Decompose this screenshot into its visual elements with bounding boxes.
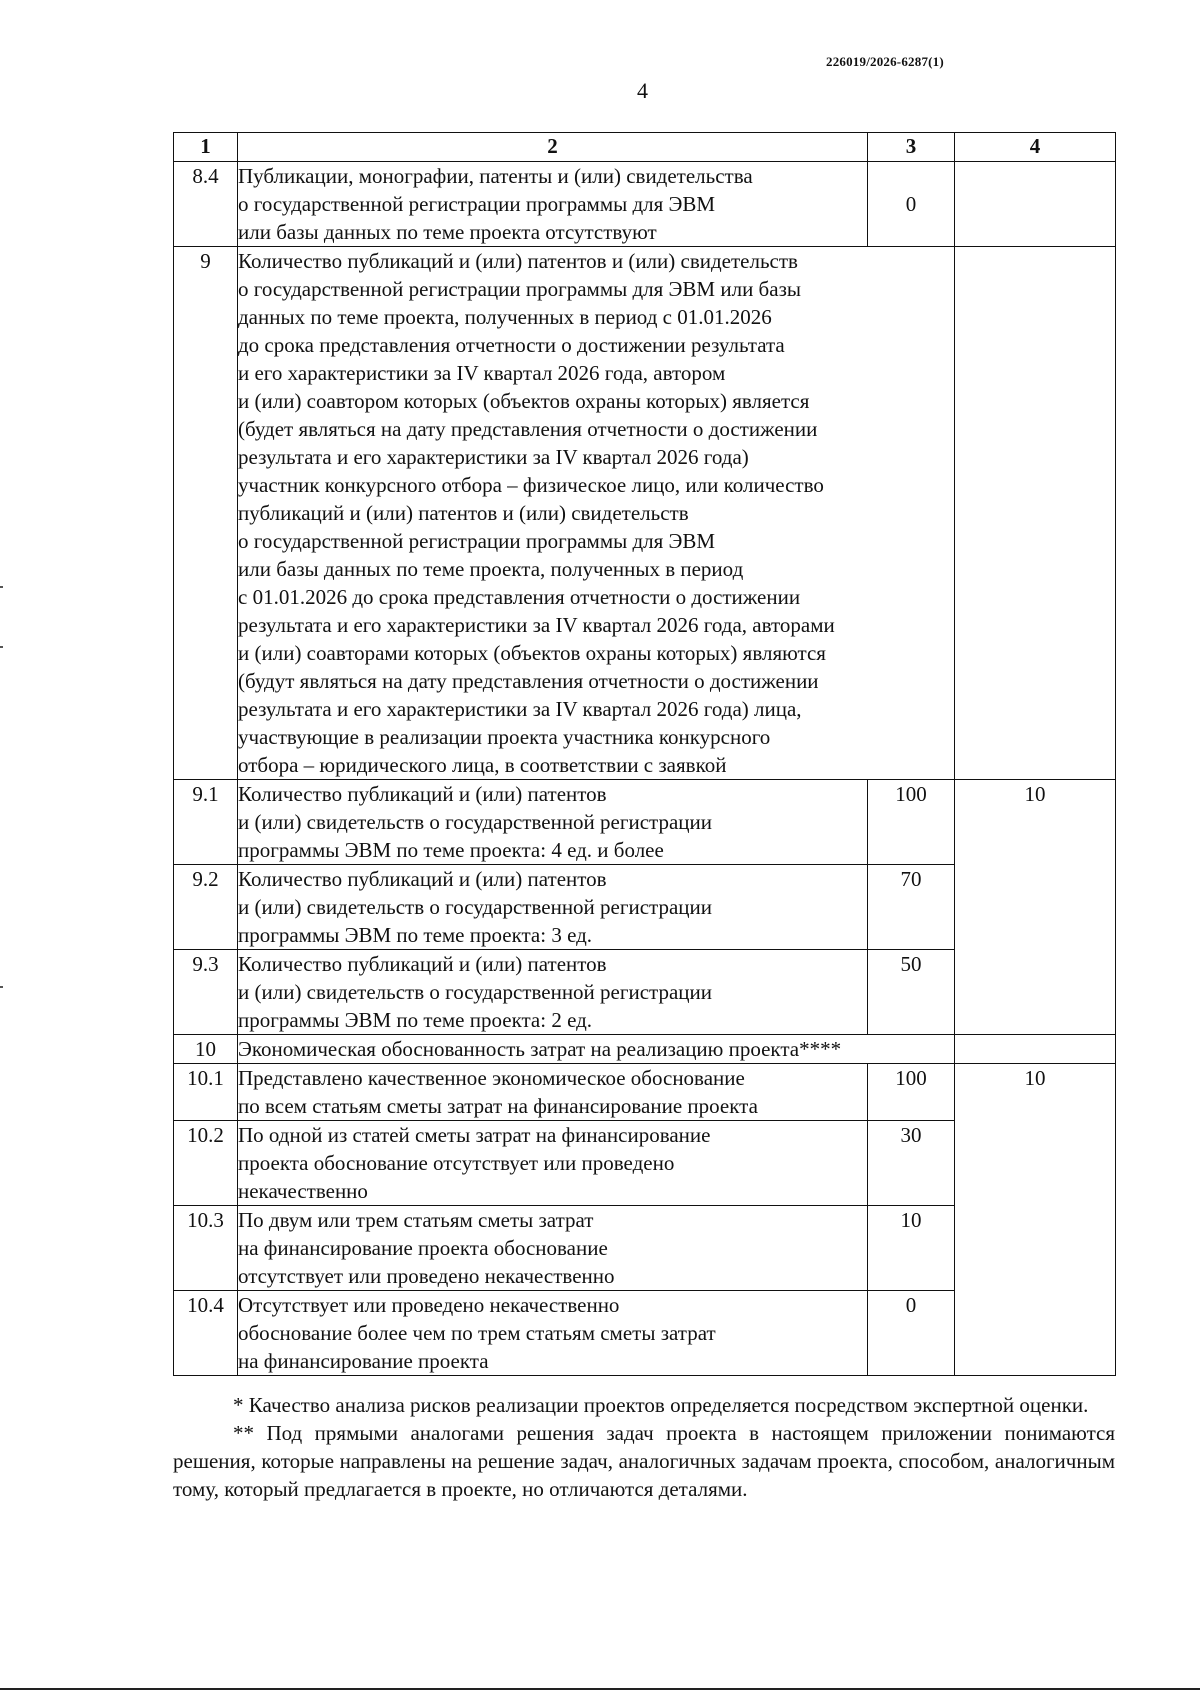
document-registration-number: 226019/2026-6287(1) [826, 54, 944, 69]
row-score: 0 [868, 162, 955, 247]
description-line: проекта обоснование отсутствует или проведено [238, 1151, 675, 1175]
scan-edge-mark [0, 986, 3, 988]
row-max-score [955, 162, 1116, 247]
row-number: 10.1 [174, 1064, 238, 1121]
description-line: и (или) свидетельств о государственной регистрации [238, 980, 713, 1004]
description-line: По двум или трем статьям сметы затрат [238, 1208, 594, 1232]
column-header: 1 [174, 133, 238, 162]
description-line: данных по теме проекта, полученных в период с 01.01.2026 [238, 305, 772, 329]
row-description [238, 247, 955, 780]
row-number: 9.2 [174, 865, 238, 950]
row-description [238, 1035, 955, 1064]
description-line: (будет являться на дату представления отчетности о достижении [238, 417, 818, 441]
row-description [238, 1206, 868, 1291]
description-line: участвующие в реализации проекта участника конкурсного [238, 725, 771, 749]
description-line: на финансирование проекта обоснование [238, 1236, 608, 1260]
description-line: и (или) соавтором которых (объектов охраны которых) является [238, 389, 810, 413]
description-line: Количество публикаций и (или) патентов и (или) свидетельств [238, 249, 798, 273]
row-score: 50 [868, 950, 955, 1035]
row-score: 30 [868, 1121, 955, 1206]
row-description [238, 162, 868, 247]
description-line: Публикации, монографии, патенты и (или) свидетельства [238, 164, 753, 188]
row-number: 9.1 [174, 780, 238, 865]
row-score: 100 [868, 780, 955, 865]
description-line: программы ЭВМ по теме проекта: 2 ед. [238, 1008, 593, 1032]
description-line: Отсутствует или проведено некачественно [238, 1293, 620, 1317]
row-max-score: 10 [955, 780, 1116, 1035]
row-description [238, 780, 868, 865]
description-line: о государственной регистрации программы для ЭВМ [238, 529, 716, 553]
description-line: некачественно [238, 1179, 368, 1203]
row-number: 9.3 [174, 950, 238, 1035]
description-line: Количество публикаций и (или) патентов [238, 782, 607, 806]
row-number: 10 [174, 1035, 238, 1064]
table-row [174, 247, 1116, 780]
table-row [174, 1035, 1116, 1064]
description-line: по всем статьям сметы затрат на финансирование проекта [238, 1094, 758, 1118]
description-line: результата и его характеристики за IV квартал 2026 года) [238, 445, 749, 469]
row-score: 70 [868, 865, 955, 950]
description-line: или базы данных по теме проекта отсутствуют [238, 220, 657, 244]
description-line: Экономическая обоснованность затрат на реализацию проекта**** [238, 1037, 842, 1061]
description-line: и (или) соавторами которых (объектов охраны которых) являются [238, 641, 826, 665]
scan-bottom-edge [0, 1688, 1200, 1690]
row-number: 10.4 [174, 1291, 238, 1376]
scan-edge-mark [0, 586, 3, 588]
scan-edge-mark [0, 646, 3, 648]
row-number: 10.3 [174, 1206, 238, 1291]
footnote-risk-analysis: * Качество анализа рисков реализации проектов определяется посредством экспертной оценки. [233, 1393, 1089, 1417]
description-line: или базы данных по теме проекта, полученных в период [238, 557, 744, 581]
column-header: 4 [955, 133, 1116, 162]
description-line: Представлено качественное экономическое обоснование [238, 1066, 745, 1090]
row-max-score [955, 247, 1116, 780]
description-line: программы ЭВМ по теме проекта: 3 ед. [238, 923, 593, 947]
description-line: на финансирование проекта [238, 1349, 489, 1373]
description-line: о государственной регистрации программы для ЭВМ [238, 192, 716, 216]
row-max-score: 10 [955, 1064, 1116, 1376]
description-line: и (или) свидетельств о государственной регистрации [238, 895, 713, 919]
table-row [174, 780, 1116, 865]
description-line: По одной из статей сметы затрат на финансирование [238, 1123, 711, 1147]
row-score: 10 [868, 1206, 955, 1291]
description-line: Количество публикаций и (или) патентов [238, 952, 607, 976]
description-line: результата и его характеристики за IV квартал 2026 года, авторами [238, 613, 835, 637]
description-line: Количество публикаций и (или) патентов [238, 867, 607, 891]
description-line: (будут являться на дату представления отчетности о достижении [238, 669, 819, 693]
row-description [238, 950, 868, 1035]
row-description [238, 865, 868, 950]
row-number: 9 [174, 247, 238, 780]
row-number: 8.4 [174, 162, 238, 247]
description-line: и (или) свидетельств о государственной регистрации [238, 810, 713, 834]
page-number: 4 [637, 78, 648, 103]
description-line: участник конкурсного отбора – физическое лицо, или количество [238, 473, 824, 497]
description-line: результата и его характеристики за IV квартал 2026 года) лица, [238, 697, 802, 721]
description-line: публикаций и (или) патентов и (или) свидетельств [238, 501, 689, 525]
description-line: отсутствует или проведено некачественно [238, 1264, 615, 1288]
row-max-score [955, 1035, 1116, 1064]
description-line: о государственной регистрации программы для ЭВМ или базы [238, 277, 801, 301]
description-line: программы ЭВМ по теме проекта: 4 ед. и более [238, 838, 664, 862]
description-line: отбора – юридического лица, в соответствии с заявкой [238, 753, 727, 777]
row-score: 100 [868, 1064, 955, 1121]
table-row [174, 162, 1116, 247]
column-header: 3 [868, 133, 955, 162]
row-description [238, 1064, 868, 1121]
column-header: 2 [238, 133, 868, 162]
criteria-table [173, 132, 1116, 1376]
footnotes [173, 1391, 1115, 1503]
description-line: и его характеристики за IV квартал 2026 года, автором [238, 361, 726, 385]
footnote-direct-analogues: ** Под прямыми аналогами решения задач проекта в настоящем приложении понимаются решения, которые направлены на решение задач, аналогичных задачам проекта, способом, аналогичным тому, который предлагается в проекте, но отличаются деталями. [173, 1421, 1115, 1501]
row-description [238, 1121, 868, 1206]
table-row [174, 1064, 1116, 1121]
description-line: до срока представления отчетности о достижении результата [238, 333, 785, 357]
description-line: обоснование более чем по трем статьям сметы затрат [238, 1321, 716, 1345]
description-line: с 01.01.2026 до срока представления отчетности о достижении [238, 585, 801, 609]
row-number: 10.2 [174, 1121, 238, 1206]
table-header-row [174, 133, 1116, 162]
row-description [238, 1291, 868, 1376]
row-score: 0 [868, 1291, 955, 1376]
